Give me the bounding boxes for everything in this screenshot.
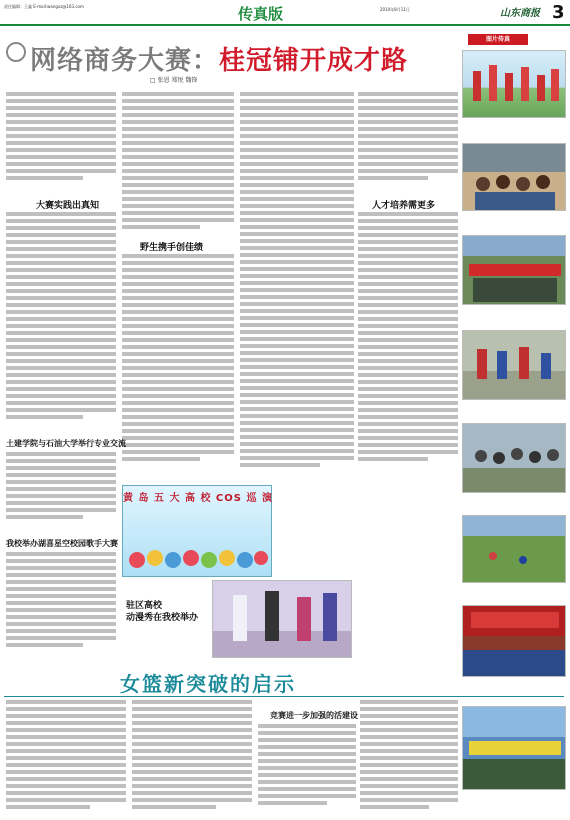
- field-game-icon: [463, 516, 566, 583]
- photo-graduation: [462, 50, 566, 118]
- section-title: 传真版: [238, 5, 284, 23]
- headline-part-b: 桂冠铺开成才路: [219, 46, 409, 76]
- article-body-right-2: [358, 212, 458, 477]
- bottom-body-4: [360, 700, 458, 816]
- outdoor-event-icon: [463, 707, 566, 790]
- article-body-mid: [122, 92, 234, 237]
- cos-caption-line1: 驻区高校: [126, 601, 163, 611]
- group-photo-icon: [463, 144, 566, 211]
- photo-cos-performers: [212, 580, 352, 658]
- subhead-left-1: 大赛实践出真知: [36, 201, 100, 211]
- photo-section-tag: 图片传真: [468, 34, 528, 45]
- subhead-left-2: 土建学院与石油大学举行专业交流: [6, 439, 126, 448]
- article-body-left-2: [6, 212, 116, 432]
- photo-tug-of-war: [462, 330, 566, 400]
- headline-part-a: 网络商务大赛：: [30, 46, 220, 76]
- photo-caption-last: [462, 680, 566, 700]
- byline: □ 张恩 郑悦 魏锋: [150, 77, 198, 84]
- bottom-subheadline: 竞赛进一步加强的活建设: [270, 711, 358, 720]
- headline-emblem-icon: [6, 42, 26, 62]
- cos-banner-title: 黄 岛 五 大 高 校 COS 巡 演: [123, 493, 273, 504]
- editor-info: 责任编辑：王鑫 E-mail:wangxz@163.com: [4, 4, 84, 9]
- crowd-scene-icon: [463, 424, 566, 493]
- cos-banner: [122, 485, 272, 577]
- photo-banner-group: [462, 235, 566, 305]
- article-body-left-4: [6, 552, 116, 660]
- cos-caption-line2: 动漫秀在我校举办: [126, 613, 199, 623]
- article-body-right: [358, 92, 458, 192]
- masthead: [0, 0, 570, 26]
- subhead-right-1: 人才培养需更多: [372, 201, 436, 211]
- balloon-decoration-icon: [127, 546, 269, 574]
- photo-outdoor-crowd: [462, 423, 566, 493]
- article-body-mid-2: [122, 254, 234, 479]
- stage-event-icon: [463, 606, 566, 677]
- photo-caption-3: [462, 307, 566, 327]
- issue-date: 2010年8月11日: [380, 7, 410, 12]
- cos-caption-box: [126, 600, 214, 648]
- article-body-left-3: [6, 452, 116, 528]
- bottom-body-1: [6, 700, 126, 816]
- sports-field-icon: [463, 331, 566, 400]
- main-headline: [30, 40, 408, 77]
- article-body-left: [6, 92, 116, 192]
- subhead-mid-2: 野生携手创佳绩: [140, 243, 204, 253]
- photo-stage-event: [462, 605, 566, 677]
- bottom-body-2: [132, 700, 252, 816]
- photo-bottom-right: [462, 706, 566, 790]
- photo-caption-1: [462, 120, 566, 140]
- bottom-body-3: [258, 724, 356, 816]
- graduation-scene-icon: [463, 51, 566, 118]
- bottom-headline: 女篮新突破的启示: [120, 672, 296, 696]
- cosplay-scene-icon: [213, 581, 352, 658]
- banner-group-icon: [463, 236, 566, 305]
- photo-sports-field: [462, 515, 566, 583]
- newspaper-logo: 山东商报: [500, 8, 540, 19]
- article-body-mid-3: [240, 92, 354, 477]
- photo-group-indoor: [462, 143, 566, 211]
- subhead-left-3: 我校举办湖喜星空校园歌手大赛: [6, 539, 118, 548]
- page-number: 3: [552, 2, 565, 23]
